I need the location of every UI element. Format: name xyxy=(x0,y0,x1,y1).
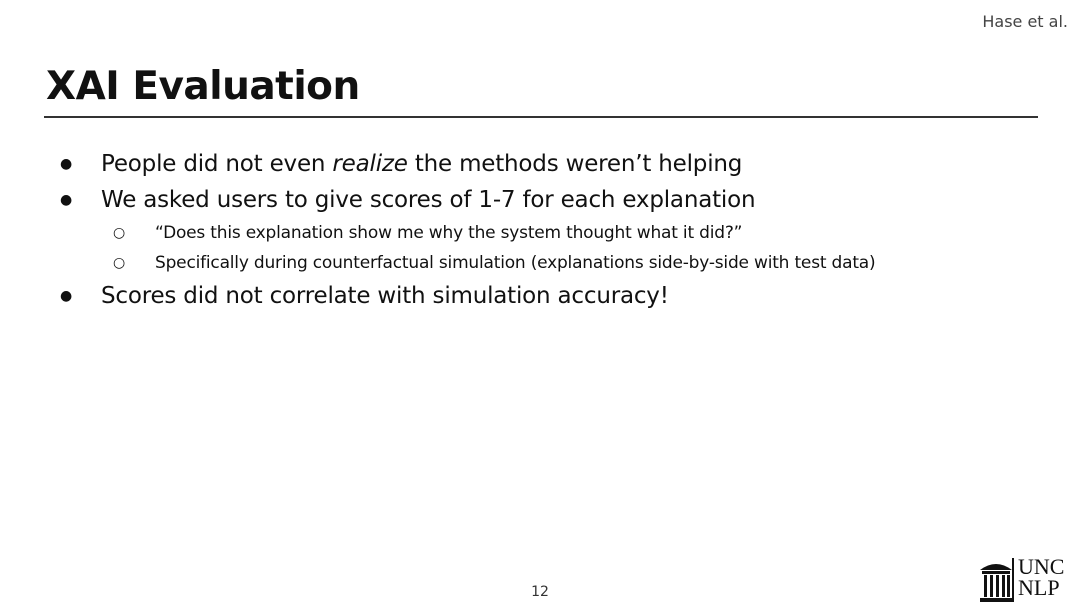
page-number: 12 xyxy=(531,584,549,600)
sub-bullet-text: “Does this explanation show me why the system thought what it did?” xyxy=(155,223,743,243)
bullet-text: the methods weren’t helping xyxy=(407,151,743,177)
logo-line-1: UNC xyxy=(1018,554,1065,579)
sub-bullet-item xyxy=(0,218,1080,248)
citation: Hase et al. xyxy=(982,12,1068,31)
sub-bullet-item xyxy=(0,248,1080,278)
bullet-text: We asked users to give scores of 1-7 for each explanation xyxy=(101,187,756,213)
bullet-text-emphasis: realize xyxy=(332,151,408,177)
unc-nlp-logo-text xyxy=(1018,556,1064,598)
sub-bullet-text: Specifically during counterfactual simulation (explanations side-by-side with test data) xyxy=(155,253,876,273)
bullet-text: Scores did not correlate with simulation accuracy! xyxy=(101,283,669,309)
bullet-item xyxy=(0,146,1080,182)
bullet-item xyxy=(0,278,1080,314)
bullet-item xyxy=(0,182,1080,218)
bullet-list xyxy=(0,146,1080,314)
unc-old-well-icon xyxy=(976,556,1016,604)
logo-divider xyxy=(1012,558,1014,602)
title-divider xyxy=(44,116,1038,118)
bullet-text: People did not even xyxy=(101,151,333,177)
logo-line-2: NLP xyxy=(1018,575,1060,600)
slide-title: XAI Evaluation xyxy=(46,64,360,109)
